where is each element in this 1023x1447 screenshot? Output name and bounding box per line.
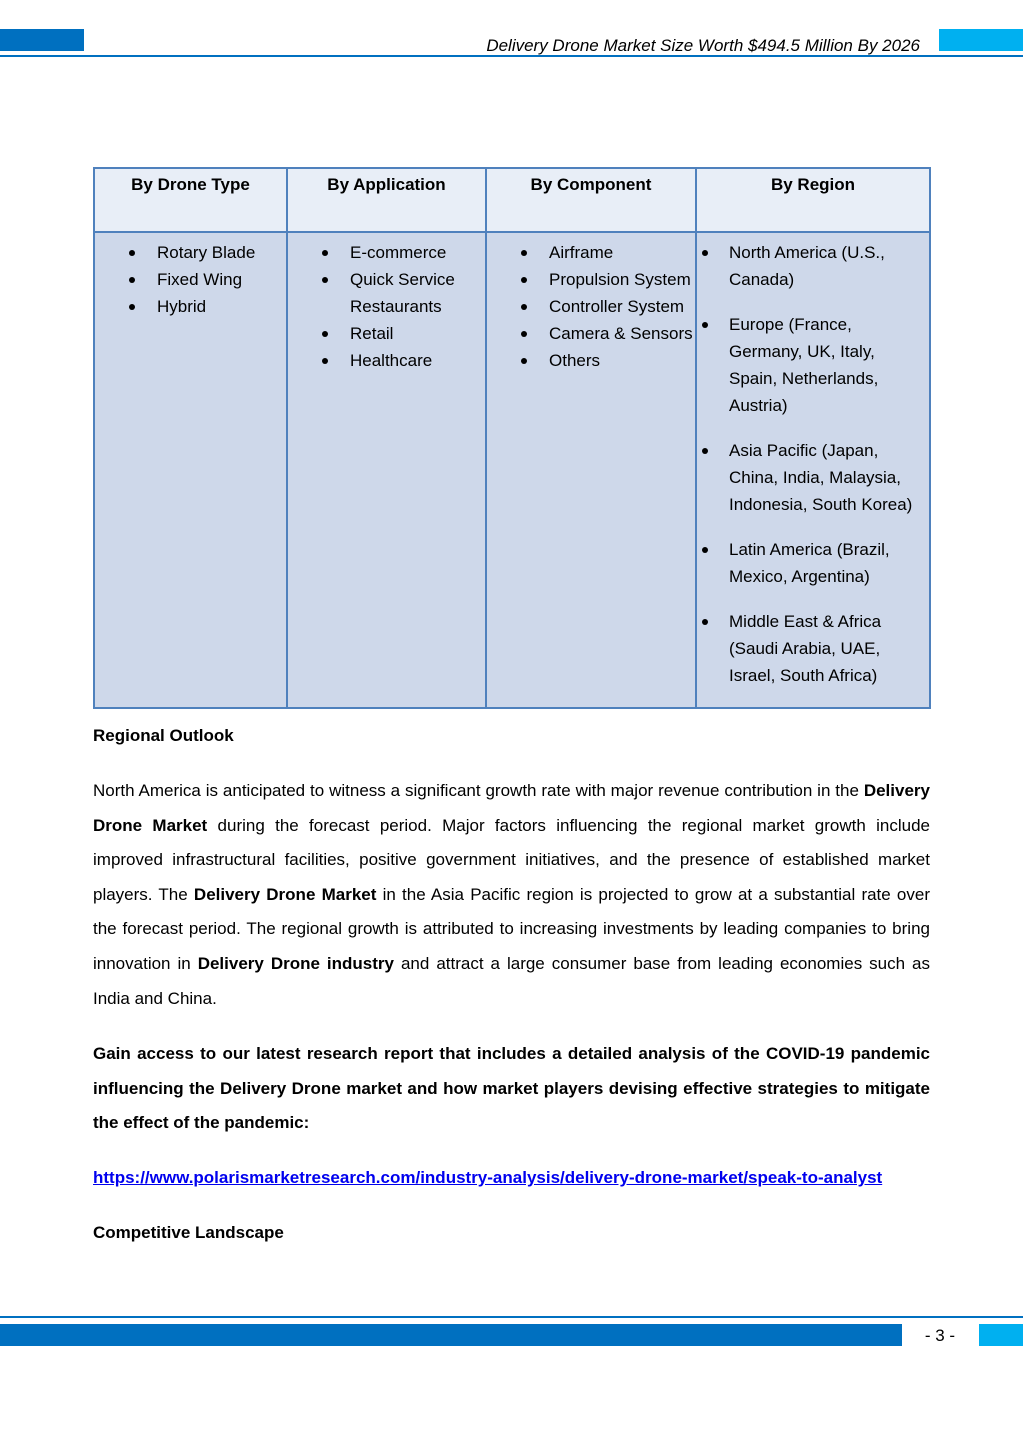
cell-drone-type [94,232,287,708]
cell-region [696,232,930,708]
paragraph-text: North America is anticipated to witness a significant growth rate with major revenue contribution in the [93,781,859,800]
regional-outlook-heading: Regional Outlook [93,726,234,745]
col-header-component: By Component [486,168,696,232]
table-body-row [94,232,930,708]
paragraph-text: during the forecast period. Major factors influencing the regional market growth include improved infrastructural facilities, positive government initiatives, and the presence of established market players. The [93,815,931,904]
bold-term: Delivery Drone Market [93,781,930,835]
list-item: Others [487,347,695,374]
segmentation-table [93,167,931,709]
header-title: Delivery Drone Market Size Worth $494.5 Million By 2026 [486,36,920,55]
list-item: E-commerce [288,239,485,266]
bold-term: Delivery Drone industry [197,953,394,973]
list-item: Controller System [487,293,695,320]
list-item: Healthcare [288,347,485,374]
list-item: Quick Service Restaurants [288,266,485,320]
col-header-application: By Application [287,168,486,232]
list-item: Propulsion System [487,266,695,293]
cell-application [287,232,486,708]
list-item: Middle East & Africa (Saudi Arabia, UAE, Israel, South Africa) [697,608,929,689]
application-list [288,239,485,374]
component-list [487,239,695,374]
list-item: Asia Pacific (Japan, China, India, Malaysia, Indonesia, South Korea) [697,437,929,518]
drone-type-list [95,239,286,320]
paragraph-text: in the Asia Pacific region is projected to grow at a substantial rate over the forecast period. The regional growth is attributed to increasing investments by leading companies to bring innovation in [93,884,931,973]
cell-component [486,232,696,708]
bold-term: Delivery Drone Market [193,884,377,904]
footer-accent-right [979,1324,1023,1346]
header-rule [0,55,1023,57]
col-header-region: By Region [696,168,930,232]
list-item: Camera & Sensors [487,320,695,347]
paragraph-text: and attract a large consumer base from leading economies such as India and China. [93,953,931,1008]
list-item: Latin America (Brazil, Mexico, Argentina) [697,536,929,590]
footer-rule [0,1316,1023,1318]
header-accent-right [939,29,1023,51]
speak-to-analyst-link[interactable]: https://www.polarismarketresearch.com/industry-analysis/delivery-drone-market/speak-to-analyst [93,1168,883,1187]
regional-outlook-paragraph [93,774,930,1016]
list-item: Retail [288,320,485,347]
list-item: Hybrid [95,293,286,320]
covid-report-cta: Gain access to our latest research report that includes a detailed analysis of the COVID-19 pandemic influencing the Delivery Drone market and how market players devising effective strategies to mitigate the effect of the pandemic: [93,1044,930,1133]
list-item: Rotary Blade [95,239,286,266]
page-number: - 3 - [924,1326,956,1345]
list-item: Airframe [487,239,695,266]
footer-accent-bar [0,1324,902,1346]
header-accent-left [0,29,84,51]
list-item: Europe (France, Germany, UK, Italy, Spain, Netherlands, Austria) [697,311,929,419]
list-item: Fixed Wing [95,266,286,293]
table-header-row [94,168,930,232]
competitive-landscape-heading: Competitive Landscape [93,1223,284,1242]
region-list [697,239,929,689]
list-item: North America (U.S., Canada) [697,239,929,293]
col-header-drone-type: By Drone Type [94,168,287,232]
